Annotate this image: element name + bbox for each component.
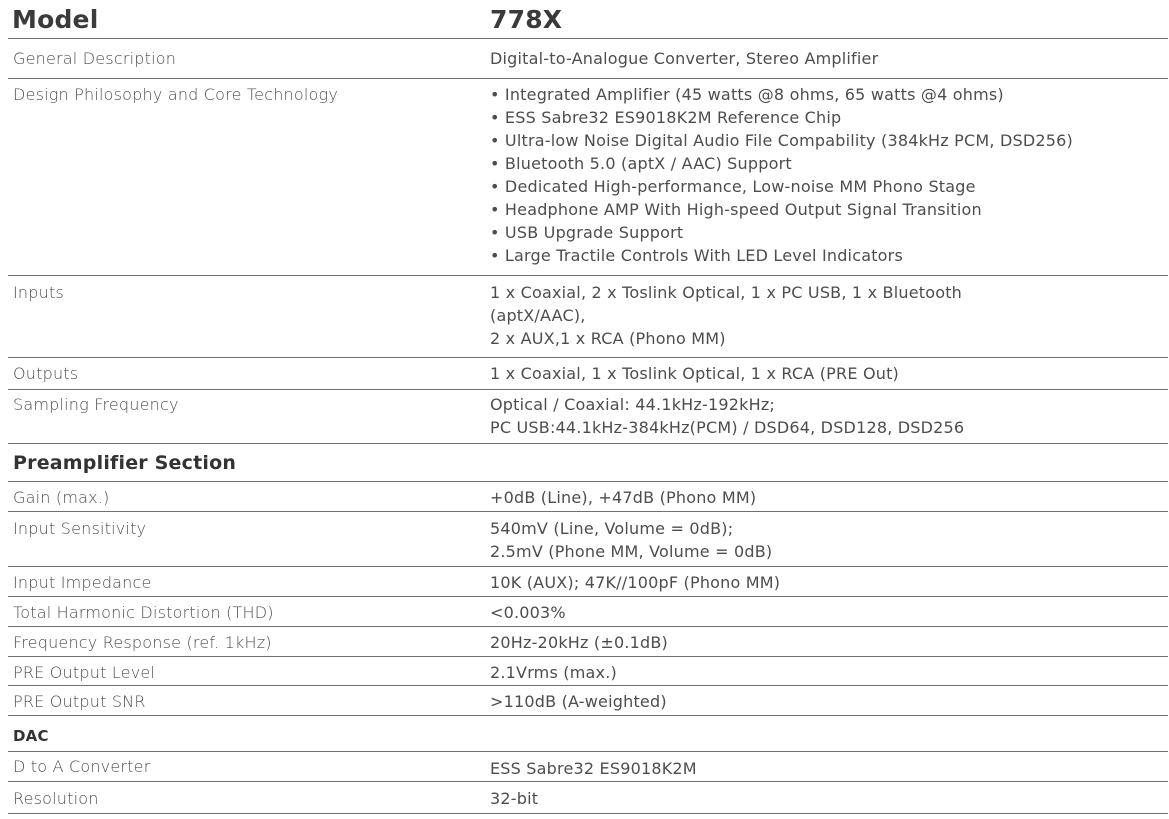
value-line: 2.5mV (Phone MM, Volume = 0dB)	[490, 542, 773, 561]
spec-label: Frequency Response (ref. 1kHz)	[13, 633, 272, 652]
list-item: • Headphone AMP With High-speed Output Signal Transition	[490, 200, 982, 219]
spec-row-resolution	[8, 782, 1168, 814]
spec-label: Outputs	[13, 364, 79, 383]
list-item: • Large Tractile Controls With LED Level Indicators	[490, 246, 903, 265]
spec-row-pre-output-level	[8, 657, 1168, 686]
spec-label: Input Impedance	[13, 573, 152, 592]
spec-value: <0.003%	[490, 603, 566, 622]
spec-row-inputs	[8, 276, 1168, 358]
spec-row-gain	[8, 482, 1168, 512]
spec-label: Sampling Frequency	[13, 395, 179, 414]
spec-row-pre-output-snr	[8, 686, 1168, 716]
spec-value: Digital-to-Analogue Converter, Stereo Amplifier	[490, 49, 879, 68]
spec-row-general	[8, 39, 1168, 79]
spec-value	[484, 393, 1168, 443]
spec-row-design	[8, 79, 1168, 276]
spec-row-sensitivity	[8, 512, 1168, 567]
list-item: • Integrated Amplifier (45 watts @8 ohms, 65 watts @4 ohms)	[490, 85, 1004, 104]
spec-label: Design Philosophy and Core Technology	[13, 85, 338, 104]
list-item: • Ultra-low Noise Digital Audio File Compability (384kHz PCM, DSD256)	[490, 131, 1073, 150]
model-value: 778X	[490, 5, 563, 34]
spec-sheet	[8, 0, 1168, 814]
section-title: DAC	[13, 727, 49, 745]
spec-label: Inputs	[13, 283, 64, 302]
spec-value	[484, 281, 1168, 357]
spec-label: Total Harmonic Distortion (THD)	[13, 603, 274, 622]
spec-value: 1 x Coaxial, 1 x Toslink Optical, 1 x RCA (PRE Out)	[490, 364, 899, 383]
spec-row-converter	[8, 752, 1168, 782]
list-item: • ESS Sabre32 ES9018K2M Reference Chip	[490, 108, 842, 127]
spec-value: >110dB (A-weighted)	[490, 692, 667, 711]
value-line: PC USB:44.1kHz-384kHz(PCM) / DSD64, DSD128, DSD256	[490, 418, 965, 437]
value-line: 1 x Coaxial, 2 x Toslink Optical, 1 x PC USB, 1 x Bluetooth	[490, 283, 963, 302]
list-item: • USB Upgrade Support	[490, 223, 684, 242]
model-label: Model	[12, 5, 99, 34]
spec-row-thd	[8, 597, 1168, 627]
spec-row-impedance	[8, 567, 1168, 597]
list-item: • Dedicated High-performance, Low-noise MM Phono Stage	[490, 177, 976, 196]
spec-label: Gain (max.)	[13, 488, 110, 507]
value-line: (aptX/AAC),	[490, 306, 586, 325]
model-header-row	[8, 0, 1168, 39]
spec-value-list	[484, 83, 1168, 275]
spec-value: +0dB (Line), +47dB (Phono MM)	[490, 488, 757, 507]
list-item: • Bluetooth 5.0 (aptX / AAC) Support	[490, 154, 792, 173]
spec-value: ESS Sabre32 ES9018K2M	[490, 759, 697, 778]
spec-value: 20Hz-20kHz (±0.1dB)	[490, 633, 668, 652]
spec-value: 2.1Vrms (max.)	[490, 663, 617, 682]
spec-label: Input Sensitivity	[13, 519, 147, 538]
spec-label: Resolution	[13, 789, 99, 808]
spec-row-outputs	[8, 358, 1168, 390]
spec-row-frequency-response	[8, 627, 1168, 657]
section-title-dac	[8, 716, 1168, 752]
spec-label: D to A Converter	[13, 757, 151, 776]
value-line: Optical / Coaxial: 44.1kHz-192kHz;	[490, 395, 776, 414]
spec-label: General Description	[13, 49, 177, 68]
section-title-preamp	[8, 444, 1168, 482]
spec-label: PRE Output SNR	[13, 692, 146, 711]
spec-value: 10K (AUX); 47K//100pF (Phono MM)	[490, 573, 781, 592]
value-line: 540mV (Line, Volume = 0dB);	[490, 519, 734, 538]
spec-value: 32-bit	[490, 789, 539, 808]
spec-label: PRE Output Level	[13, 663, 156, 682]
spec-row-sampling	[8, 390, 1168, 444]
value-line: 2 x AUX,1 x RCA (Phono MM)	[490, 329, 726, 348]
section-title: Preamplifier Section	[13, 452, 237, 474]
spec-value	[484, 517, 1168, 566]
